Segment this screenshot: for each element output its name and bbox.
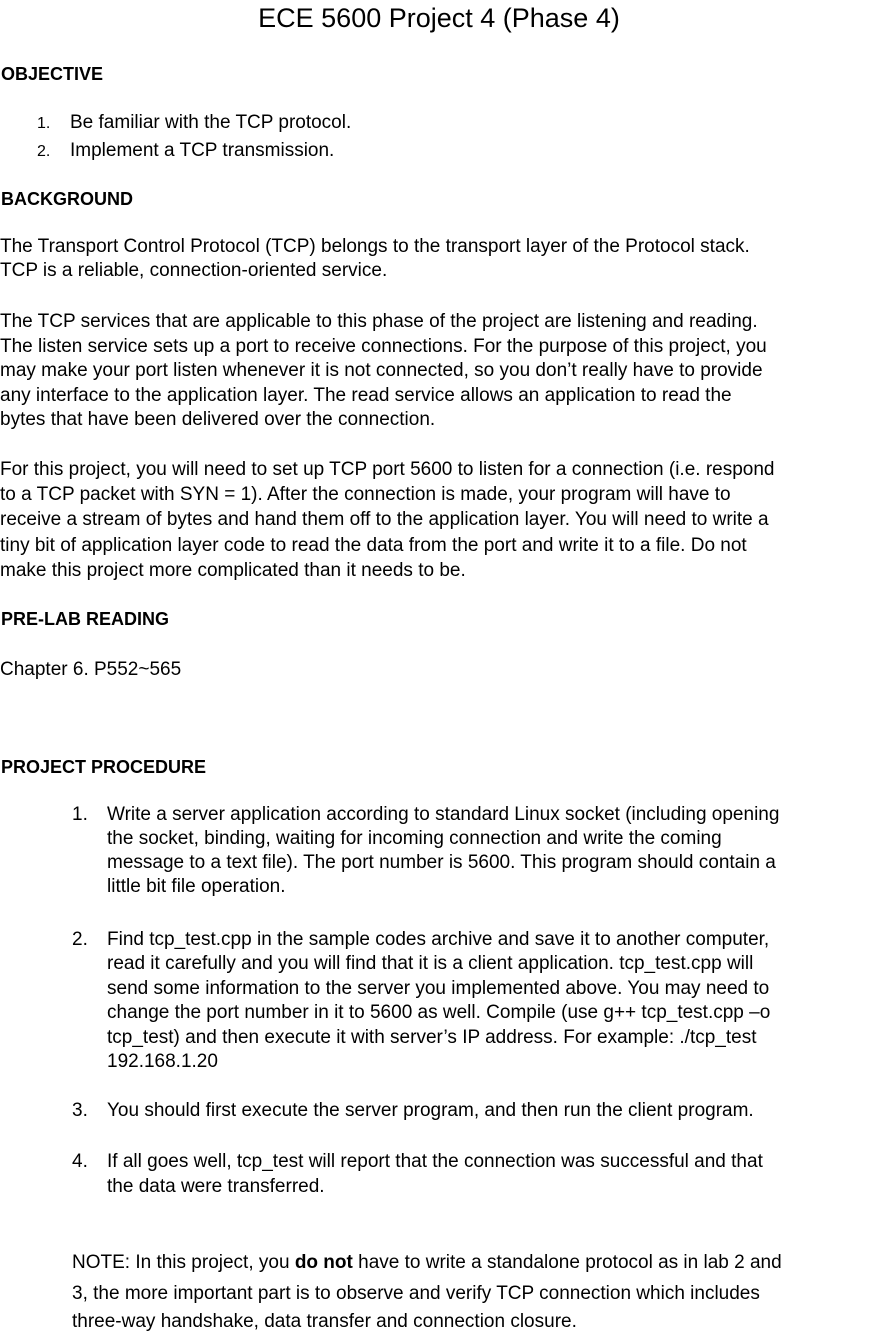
paragraph-line: The TCP services that are applicable to this phase of the project are listening and reading. <box>0 311 758 332</box>
section-heading-objective: OBJECTIVE <box>1 64 104 84</box>
note-line: 3, the more important part is to observe and verify TCP connection which includes <box>72 1283 760 1304</box>
section-heading-background: BACKGROUND <box>1 189 133 209</box>
procedure-line: little bit file operation. <box>107 876 286 897</box>
paragraph-line: make this project more complicated than it needs to be. <box>0 560 466 581</box>
paragraph-line: bytes that have been delivered over the connection. <box>0 409 436 430</box>
procedure-line: read it carefully and you will find that it is a client application. tcp_test.cpp will <box>107 953 754 974</box>
note-line: three-way handshake, data transfer and connection closure. <box>72 1311 577 1332</box>
procedure-line: 192.168.1.20 <box>107 1051 218 1072</box>
procedure-line: change the port number in it to 5600 as well. Compile (use g++ tcp_test.cpp –o <box>107 1002 771 1023</box>
paragraph-line: any interface to the application layer. The read service allows an application to read the <box>0 385 732 406</box>
procedure-line: the socket, binding, waiting for incoming connection and write the coming <box>107 828 722 849</box>
procedure-line: tcp_test) and then execute it with server’s IP address. For example: ./tcp_test <box>107 1027 757 1048</box>
paragraph-line: receive a stream of bytes and hand them off to the application layer. You will need to write a <box>0 509 769 530</box>
note-line <box>72 1252 782 1274</box>
list-item: Implement a TCP transmission. <box>70 140 335 161</box>
paragraph-line: For this project, you will need to set up TCP port 5600 to listen for a connection (i.e. respond <box>0 459 775 480</box>
note-text: have to write a standalone protocol as in lab 2 and <box>352 1252 782 1273</box>
list-number: 1. <box>37 115 51 132</box>
procedure-line: You should first execute the server program, and then run the client program. <box>107 1100 754 1121</box>
procedure-number: 2. <box>72 929 88 950</box>
procedure-number: 3. <box>72 1100 88 1121</box>
note-text: NOTE: In this project, you <box>72 1252 295 1273</box>
paragraph-line: to a TCP packet with SYN = 1). After the connection is made, your program will have to <box>0 484 731 505</box>
paragraph-line: The Transport Control Protocol (TCP) belongs to the transport layer of the Protocol stack. <box>0 236 750 257</box>
paragraph-line: The listen service sets up a port to receive connections. For the purpose of this project, you <box>0 336 767 357</box>
list-item: Be familiar with the TCP protocol. <box>70 112 352 133</box>
procedure-number: 4. <box>72 1151 88 1172</box>
procedure-line: If all goes well, tcp_test will report that the connection was successful and that <box>107 1151 763 1172</box>
section-heading-prelab: PRE-LAB READING <box>1 609 170 629</box>
procedure-line: send some information to the server you implemented above. You may need to <box>107 978 770 999</box>
paragraph-line: tiny bit of application layer code to read the data from the port and write it to a file. Do not <box>0 535 747 556</box>
procedure-line: the data were transferred. <box>107 1176 325 1197</box>
section-heading-procedure: PROJECT PROCEDURE <box>1 757 207 777</box>
procedure-number: 1. <box>72 804 88 825</box>
document-title: ECE 5600 Project 4 (Phase 4) <box>258 3 620 33</box>
paragraph-line: may make your port listen whenever it is not connected, so you don’t really have to provide <box>0 360 763 381</box>
note-emphasis: do not <box>294 1252 353 1273</box>
procedure-line: Find tcp_test.cpp in the sample codes archive and save it to another computer, <box>107 929 770 950</box>
procedure-line: Write a server application according to standard Linux socket (including opening <box>107 804 780 825</box>
paragraph-line: TCP is a reliable, connection-oriented service. <box>0 260 388 281</box>
prelab-text: Chapter 6. P552~565 <box>0 659 182 680</box>
list-number: 2. <box>37 143 51 160</box>
procedure-line: message to a text file). The port number is 5600. This program should contain a <box>107 852 776 873</box>
